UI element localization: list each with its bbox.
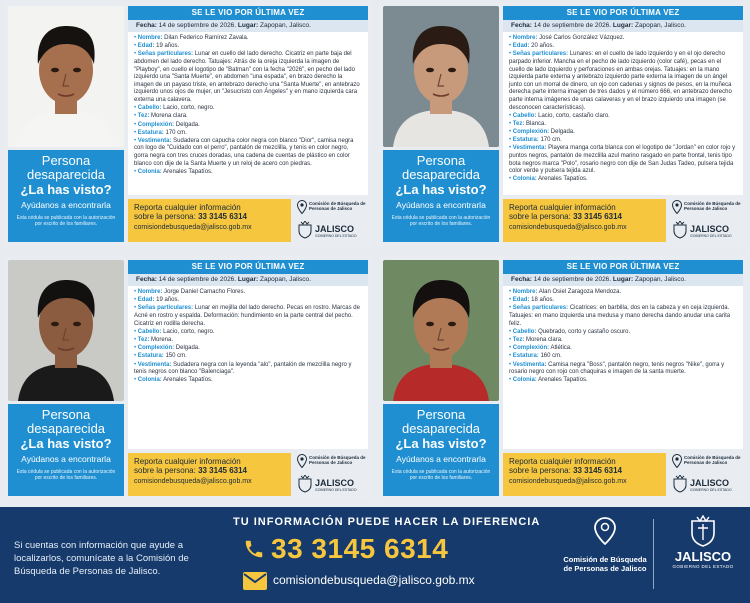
field-value: Dilan Federico Ramírez Zavala.	[164, 35, 249, 41]
bullet-icon: •	[134, 168, 138, 175]
info-field	[134, 377, 362, 385]
missing-person-callout	[383, 404, 499, 496]
field-value: 160 cm.	[540, 353, 562, 360]
footer-jalisco-name: JALISCO	[674, 549, 732, 564]
bullet-icon: •	[134, 51, 138, 58]
location-pin-icon	[672, 454, 682, 468]
report-prefix: sobre la persona:	[509, 212, 571, 221]
info-field	[509, 113, 737, 121]
jalisco-logo	[295, 475, 368, 495]
info-field	[134, 113, 362, 121]
jalisco-name: JALISCO	[315, 224, 355, 234]
report-phone[interactable]: 33 3145 6314	[198, 466, 247, 475]
lugar-value: Zapopan, Jalisco.	[634, 276, 686, 283]
last-seen-banner: SE LE VIO POR ÚLTIMA VEZ	[503, 6, 743, 20]
field-label: Colonia:	[512, 176, 537, 183]
info-field	[134, 289, 362, 297]
info-field	[509, 129, 737, 137]
footer-email[interactable]: comisiondebusqueda@jalisco.gob.mx	[273, 573, 475, 587]
bullet-icon: •	[509, 297, 513, 304]
bullet-icon: •	[509, 305, 513, 312]
person-photo	[383, 260, 499, 401]
field-value: Morena.	[151, 336, 174, 343]
fecha-label: Fecha:	[136, 276, 157, 283]
info-field	[509, 362, 737, 377]
date-place-row	[128, 20, 368, 32]
field-label: Estatura:	[512, 353, 539, 360]
person-photo	[383, 6, 499, 147]
info-field	[509, 43, 737, 51]
footer-cbp-name: Comisión de Búsqueda de Personas de Jalisco	[563, 555, 647, 573]
bullet-icon: •	[509, 51, 513, 58]
missing-person-card	[379, 2, 747, 246]
bullet-icon: •	[134, 43, 138, 50]
lugar-label: Lugar:	[612, 22, 634, 29]
mail-icon	[243, 572, 267, 590]
authorization-note: Esta cédula se publicada con la autorización por escrito de los familiares.	[16, 215, 116, 227]
help-text: Ayúdanos a encontrarla	[21, 200, 111, 210]
field-label: Edad:	[137, 43, 155, 50]
footer-cbp-logo	[560, 517, 650, 573]
lugar-label: Lugar:	[237, 22, 259, 29]
cbp-name: Comisión de Búsqueda de Personas de Jalisco	[684, 201, 741, 211]
bullet-icon: •	[509, 120, 513, 127]
bullet-icon: •	[134, 361, 138, 368]
person-photo	[8, 6, 124, 147]
info-field	[509, 329, 737, 337]
report-line2	[509, 466, 660, 475]
location-pin-icon	[297, 454, 307, 468]
field-label: Vestimenta:	[512, 145, 547, 152]
jalisco-crest-icon	[672, 221, 688, 239]
bullet-icon: •	[134, 297, 138, 304]
footer-instructions: Si cuentas con información que ayude a localizarlos, comunícate a la Comisión de Búsqueda de Personas de Jalisco.	[14, 540, 189, 577]
bullet-icon: •	[509, 289, 513, 295]
bullet-icon: •	[134, 121, 138, 128]
lugar-value: Zapopan, Jalisco.	[259, 276, 311, 283]
seen-question: ¿La has visto?	[395, 182, 487, 197]
field-value: Delgada.	[175, 121, 200, 128]
person-photo	[8, 260, 124, 401]
field-value: Lunar en cuello del lado derecho. Cicatriz en parte baja del abdomen del lado derecho. Tatuajes: Atrás de la oreja izquierda la imagen de "Playboy", en cuello el logotipo de "Batman" con la fecha "2026", en pecho del lado izquierdo una "Santa Muerte", en abdomen "una espada", en brazo derecho la imagen de un payaso triste, en antebrazo derecho una "Santa Muerte", en antebrazo izquierdo unos ojos de mujer, un "Jesucristo con Ángeles" y en mano izquierda cara externa una calavera.	[134, 51, 360, 103]
info-field	[134, 130, 362, 138]
field-value: Jorge Daniel Camacho Flores.	[164, 289, 246, 295]
report-email[interactable]: comisiondebusqueda@jalisco.gob.mx	[134, 224, 252, 231]
info-panel	[128, 6, 368, 195]
field-value: Atlética.	[550, 345, 572, 352]
field-label: Complexión:	[512, 129, 550, 136]
jalisco-crest-icon	[672, 475, 688, 493]
last-seen-banner: SE LE VIO POR ÚLTIMA VEZ	[128, 260, 368, 274]
info-fields	[503, 286, 743, 385]
report-line1: Reporta cualquier información	[134, 203, 241, 212]
footer-phone[interactable]: 33 3145 6314	[271, 533, 449, 564]
jalisco-sub: GOBIERNO DEL ESTADO	[690, 488, 732, 492]
report-line2	[134, 466, 285, 475]
field-value: 18 años.	[531, 297, 555, 304]
report-box	[503, 453, 666, 496]
field-label: Complexión:	[512, 345, 550, 352]
jalisco-name: JALISCO	[315, 478, 355, 488]
desaparecida-label: desaparecida	[401, 421, 481, 436]
field-value: Morena clara.	[526, 336, 563, 343]
bullet-icon: •	[134, 336, 138, 343]
info-field	[134, 297, 362, 305]
field-value: Alan Osiel Zaragoza Mendoza.	[538, 289, 622, 295]
report-line1: Reporta cualquier información	[509, 203, 616, 212]
bullet-icon: •	[134, 345, 138, 352]
desaparecida-label: desaparecida	[401, 167, 481, 182]
field-label: Tez:	[137, 113, 150, 120]
field-value: Lacio, corto, negro.	[163, 328, 215, 335]
footer-jalisco-logo	[668, 515, 738, 569]
bullet-icon: •	[509, 377, 513, 384]
field-label: Edad:	[512, 43, 530, 50]
bullet-icon: •	[509, 129, 513, 136]
info-field	[134, 329, 362, 337]
cbp-name: Comisión de Búsqueda de Personas de Jalisco	[309, 455, 366, 465]
bullet-icon: •	[509, 176, 513, 183]
phone-icon	[243, 537, 265, 561]
footer-divider	[653, 519, 654, 589]
info-field	[509, 297, 737, 305]
help-text: Ayúdanos a encontrarla	[396, 200, 486, 210]
bullet-icon: •	[134, 129, 138, 136]
field-value: Lunar en mejilla del lado derecho. Pecas en rostro. Marcas de Acné en rostro y espalda. Deformación: hundimiento en la parte central del pecho. Cicatriz en rodilla derecha.	[134, 305, 360, 327]
info-field	[509, 51, 737, 112]
location-pin-icon	[594, 517, 616, 545]
jalisco-crest-icon	[688, 515, 718, 547]
info-field	[509, 121, 737, 129]
report-prefix: sobre la persona:	[134, 466, 196, 475]
bullet-icon: •	[134, 353, 138, 360]
desaparecida-label: desaparecida	[26, 167, 106, 182]
date-place-row	[128, 274, 368, 286]
last-seen-banner: SE LE VIO POR ÚLTIMA VEZ	[128, 6, 368, 20]
bullet-icon: •	[509, 112, 513, 119]
report-line2	[509, 212, 660, 221]
desaparecida-label: desaparecida	[26, 421, 106, 436]
info-field	[134, 51, 362, 104]
report-phone[interactable]: 33 3145 6314	[573, 466, 622, 475]
help-text: Ayúdanos a encontrarla	[21, 454, 111, 464]
last-seen-banner: SE LE VIO POR ÚLTIMA VEZ	[503, 260, 743, 274]
report-email[interactable]: comisiondebusqueda@jalisco.gob.mx	[134, 478, 252, 485]
fecha-value: 14 de septiembre de 2026.	[158, 22, 237, 29]
bullet-icon: •	[509, 145, 513, 152]
bullet-icon: •	[509, 328, 513, 335]
cbp-logo	[670, 453, 743, 471]
field-value: Arenales Tapatíos.	[163, 168, 213, 175]
field-label: Vestimenta:	[137, 137, 172, 144]
field-label: Edad:	[512, 297, 530, 304]
persona-label: Persona	[41, 407, 91, 422]
jalisco-logo	[670, 221, 743, 241]
info-field	[134, 105, 362, 113]
persona-label: Persona	[41, 153, 91, 168]
fecha-label: Fecha:	[511, 22, 532, 29]
date-place-row	[503, 274, 743, 286]
jalisco-logo	[295, 221, 368, 241]
missing-person-card	[4, 256, 372, 500]
report-box	[128, 199, 291, 242]
info-field	[509, 176, 737, 184]
jalisco-crest-icon	[297, 221, 313, 239]
info-field	[134, 35, 362, 43]
missing-person-callout	[8, 150, 124, 242]
bullet-icon: •	[509, 361, 513, 368]
info-field	[134, 169, 362, 177]
field-label: Señas particulares:	[137, 51, 194, 58]
seen-question: ¿La has visto?	[20, 436, 112, 451]
field-label: Complexión:	[137, 121, 175, 128]
location-pin-icon	[297, 200, 307, 214]
info-field	[134, 43, 362, 51]
fecha-label: Fecha:	[136, 22, 157, 29]
field-label: Tez:	[137, 336, 150, 343]
info-field	[134, 138, 362, 168]
missing-person-card	[379, 256, 747, 500]
date-place-row	[503, 20, 743, 32]
info-panel	[128, 260, 368, 449]
field-label: Estatura:	[512, 137, 539, 144]
missing-person-card	[4, 2, 372, 246]
info-field	[134, 337, 362, 345]
report-phone[interactable]: 33 3145 6314	[198, 212, 247, 221]
bullet-icon: •	[134, 377, 138, 384]
field-value: Quebrado, corto y castaño oscuro.	[538, 328, 631, 335]
field-value: 20 años.	[531, 43, 555, 50]
bullet-icon: •	[134, 35, 138, 41]
field-label: Nombre:	[512, 289, 538, 295]
lugar-label: Lugar:	[237, 276, 259, 283]
info-field	[509, 137, 737, 145]
info-field	[509, 35, 737, 43]
field-label: Colonia:	[512, 377, 537, 384]
field-label: Complexión:	[137, 345, 175, 352]
field-value: Arenales Tapatíos.	[163, 377, 213, 384]
field-label: Edad:	[137, 297, 155, 304]
bullet-icon: •	[509, 353, 513, 360]
field-value: Blanca.	[526, 120, 547, 127]
field-label: Estatura:	[137, 129, 164, 136]
jalisco-name: JALISCO	[690, 478, 730, 488]
logos-block	[295, 199, 368, 242]
info-field	[509, 345, 737, 353]
info-field	[509, 145, 737, 175]
field-label: Señas particulares:	[512, 305, 569, 312]
cbp-logo	[670, 199, 743, 217]
field-value: Morena clara.	[151, 113, 188, 120]
field-value: Cicatrices: en barbilla, dos en la cabeza y en ceja izquierda. Tatuajes: en mano izquierda una medusa y mano derecha dando anudar una carita feliz.	[509, 305, 731, 327]
lugar-value: Zapopan, Jalisco.	[634, 22, 686, 29]
field-label: Nombre:	[512, 35, 538, 41]
seen-question: ¿La has visto?	[20, 182, 112, 197]
field-label: Nombre:	[137, 289, 163, 295]
logos-block	[295, 453, 368, 496]
field-label: Nombre:	[137, 35, 163, 41]
field-value: Lacio, corto, negro.	[163, 105, 215, 112]
cbp-name: Comisión de Búsqueda de Personas de Jalisco	[309, 201, 366, 211]
help-text: Ayúdanos a encontrarla	[396, 454, 486, 464]
logos-block	[670, 199, 743, 242]
bullet-icon: •	[134, 328, 138, 335]
bullet-icon: •	[134, 137, 138, 144]
info-field	[509, 305, 737, 328]
field-value: Lunares: en el cuello de lado izquierdo y en el ojo derecho parpado inferior. Mancha en el pecho de lado izquierdo (color café), pecas en el cuello de lado izquierdo y perforaciones en ambas orejas. Tatuajes: en la mano izquierda parte externa y antebrazo izquierdo parte externa la imagen de un ángel junto con un morral de dinero, un ojo con cadenas y signos de pesos, en la muñeca derecha parte interna imagen de tres dados y el número 666, en antebrazo derecho parte interna imágenes de unas calaveras y en el brazo izquierdo una imagen (se desconocen características).	[509, 51, 732, 111]
field-value: 19 años.	[156, 43, 180, 50]
field-label: Vestimenta:	[512, 361, 547, 368]
jalisco-logo	[670, 475, 743, 495]
field-value: 170 cm.	[165, 129, 187, 136]
info-fields	[503, 32, 743, 184]
field-value: Sudadera negra con la leyenda "alo", pantalón de mezclilla negro y tenis negros con blanco "Balenciaga".	[134, 361, 352, 376]
info-field	[134, 122, 362, 130]
field-label: Colonia:	[137, 168, 162, 175]
report-line1: Reporta cualquier información	[509, 457, 616, 466]
field-value: Playera manga corta blanca con el logotipo de "Jordan" en color rojo y puntos negros, pantalón de mezclilla azul marino rasgado en parte frontal, tenis tipo bota negros marca "Polo", rosario negro con dije de San Judas Tadeo, pulsera tejida color verde y pulsera tejida azul.	[509, 145, 736, 175]
authorization-note: Esta cédula se publicada con la autorización por escrito de los familiares.	[391, 469, 491, 481]
fecha-value: 14 de septiembre de 2026.	[533, 276, 612, 283]
field-label: Vestimenta:	[137, 361, 172, 368]
report-box	[503, 199, 666, 242]
field-value: Lacio, corto, castaño claro.	[538, 112, 610, 119]
fecha-label: Fecha:	[511, 276, 532, 283]
cbp-name: Comisión de Búsqueda de Personas de Jalisco	[684, 455, 741, 465]
info-panel	[503, 6, 743, 195]
bullet-icon: •	[134, 289, 138, 295]
jalisco-sub: GOBIERNO DEL ESTADO	[315, 234, 357, 238]
persona-label: Persona	[416, 153, 466, 168]
footer-jalisco-sub: GOBIERNO DEL ESTADO	[672, 564, 734, 569]
info-field	[134, 353, 362, 361]
info-fields	[128, 32, 368, 176]
authorization-note: Esta cédula se publicada con la autorización por escrito de los familiares.	[16, 469, 116, 481]
field-value: Camisa negra "Boss", pantalón negro, tenis negros "Nike", gorra y rosario negro con rojo con chaquiras e imagen de la santa muerte.	[509, 361, 725, 376]
info-panel	[503, 260, 743, 449]
info-field	[134, 305, 362, 328]
bullet-icon: •	[134, 105, 138, 112]
fecha-value: 14 de septiembre de 2026.	[533, 22, 612, 29]
bullet-icon: •	[509, 137, 513, 144]
field-label: Señas particulares:	[512, 51, 569, 58]
field-label: Señas particulares:	[137, 305, 194, 312]
cbp-logo	[295, 199, 368, 217]
missing-person-callout	[8, 404, 124, 496]
field-label: Cabello:	[137, 105, 162, 112]
info-field	[509, 377, 737, 385]
field-value: 150 cm.	[165, 353, 187, 360]
missing-person-callout	[383, 150, 499, 242]
authorization-note: Esta cédula se publicada con la autorización por escrito de los familiares.	[391, 215, 491, 227]
bullet-icon: •	[134, 113, 138, 120]
report-email[interactable]: comisiondebusqueda@jalisco.gob.mx	[509, 224, 627, 231]
seen-question: ¿La has visto?	[395, 436, 487, 451]
fecha-value: 14 de septiembre de 2026.	[158, 276, 237, 283]
report-line1: Reporta cualquier información	[134, 457, 241, 466]
info-field	[134, 362, 362, 377]
report-email[interactable]: comisiondebusqueda@jalisco.gob.mx	[509, 478, 627, 485]
persona-label: Persona	[416, 407, 466, 422]
footer-headline: TU INFORMACIÓN PUEDE HACER LA DIFERENCIA	[233, 516, 541, 528]
info-field	[509, 289, 737, 297]
jalisco-sub: GOBIERNO DEL ESTADO	[690, 234, 732, 238]
bullet-icon: •	[509, 43, 513, 50]
field-value: Delgada.	[175, 345, 200, 352]
report-line2	[134, 212, 285, 221]
info-field	[134, 345, 362, 353]
field-label: Cabello:	[512, 112, 537, 119]
field-label: Colonia:	[137, 377, 162, 384]
report-prefix: sobre la persona:	[134, 212, 196, 221]
cbp-logo	[295, 453, 368, 471]
field-value: 19 años.	[156, 297, 180, 304]
jalisco-sub: GOBIERNO DEL ESTADO	[315, 488, 357, 492]
field-label: Cabello:	[137, 328, 162, 335]
bullet-icon: •	[509, 35, 513, 41]
info-field	[509, 353, 737, 361]
info-fields	[128, 286, 368, 385]
field-value: José Carlos González Vázquez.	[539, 35, 625, 41]
footer-banner	[0, 507, 750, 603]
report-prefix: sobre la persona:	[509, 466, 571, 475]
bullet-icon: •	[509, 336, 513, 343]
bullet-icon: •	[134, 305, 138, 312]
field-value: Arenales Tapatíos.	[538, 377, 588, 384]
field-value: Arenales Tapatíos.	[538, 176, 588, 183]
report-box	[128, 453, 291, 496]
jalisco-crest-icon	[297, 475, 313, 493]
info-field	[509, 337, 737, 345]
lugar-value: Zapopan, Jalisco.	[259, 22, 311, 29]
report-phone[interactable]: 33 3145 6314	[573, 212, 622, 221]
logos-block	[670, 453, 743, 496]
location-pin-icon	[672, 200, 682, 214]
field-value: 170 cm.	[540, 137, 562, 144]
field-label: Estatura:	[137, 353, 164, 360]
field-label: Cabello:	[512, 328, 537, 335]
bullet-icon: •	[509, 345, 513, 352]
jalisco-name: JALISCO	[690, 224, 730, 234]
field-value: Sudadera con capucha color negra con blanco "Dior", camisa negra con logo de "Cuidado con el perro", pantalón de mezclilla, y tenis en color negro, gorra negra con tres cruces doradas, una cadena de cuentas de plástico en color blanco con dije de la Santa Muerte y un reloj de acero con piedras.	[134, 137, 354, 167]
field-label: Tez:	[512, 120, 525, 127]
field-label: Tez:	[512, 336, 525, 343]
lugar-label: Lugar:	[612, 276, 634, 283]
field-value: Delgada.	[550, 129, 575, 136]
